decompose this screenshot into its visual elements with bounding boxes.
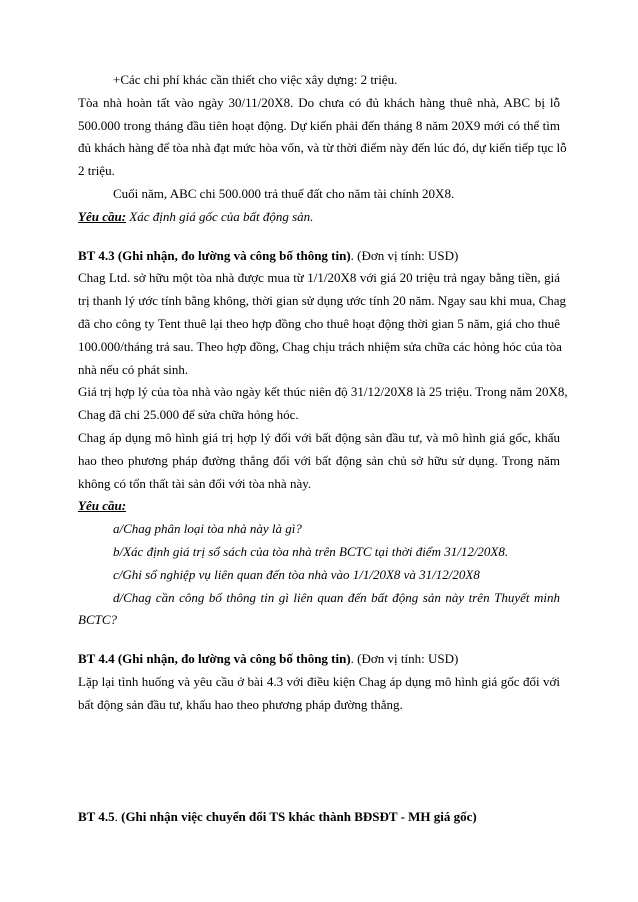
paragraph-line: 500.000 trong tháng đầu tiên hoạt động. Dự kiến phải đến tháng 8 năm 20X9 mới có thể tìm [78,117,560,133]
paragraph-line: Lặp lại tình huống và yêu cầu ở bài 4.3 với điều kiện Chag áp dụng mô hình giá gốc đối với [78,673,560,689]
exercise-heading-bt45 [78,806,560,829]
paragraph-line: Chag áp dụng mô hình giá trị hợp lý đối với bất động sản đầu tư, và mô hình giá gốc, khấu [78,429,560,445]
question-d: d/Chag cần công bố thông tin gì liên quan đến bất động sản này trên Thuyết minh [113,589,560,605]
paragraph-line: hao theo phương pháp đường thẳng đối với bất động sản chủ sở hữu sử dụng. Trong năm [78,452,560,468]
heading-separator: . [114,808,122,824]
paragraph-line: Chag Ltd. sở hữu một tòa nhà được mua từ 1/1/20X8 với giá 20 triệu trả ngay bằng tiền, giá [78,270,560,286]
question-b: b/Xác định giá trị sổ sách của tòa nhà trên BCTC tại thời điểm 31/12/20X8. [113,543,509,559]
paragraph-line: nhà nếu có phát sinh. [78,361,189,377]
paragraph-line: đã cho công ty Tent thuê lại theo hợp đồng cho thuê hoạt động thời gian 5 năm, giá cho thuê [78,315,560,331]
paragraph-line: đủ khách hàng để tòa nhà đạt mức hòa vốn, và từ thời điểm này đến lúc đó, dự kiến tiếp tục lỗ [78,140,567,156]
exercise-heading-bt43 [78,245,560,268]
paragraph-line: Chag đã chi 25.000 để sửa chữa hỏng hóc. [78,407,299,423]
exercise-title: BT 4.4 (Ghi nhận, đo lường và công bố thông tin) [78,651,351,667]
paragraph-line: Giá trị hợp lý của tòa nhà vào ngày kết thúc niên độ 31/12/20X8 là 25 triệu. Trong năm 20X8, [78,384,568,400]
document-body [78,69,568,828]
question-a: a/Chag phân loại tòa nhà này là gì? [113,521,302,537]
unit-note: . (Đơn vị tính: USD) [350,247,459,263]
section-spacer [78,632,560,648]
question-d-continued: BCTC? [78,612,118,628]
year-end-line: Cuối năm, ABC chi 500.000 trả thuế đất cho năm tài chính 20X8. [113,185,455,201]
requirement-label: Yêu cầu: [78,498,127,514]
requirement-text: Xác định giá gốc của bất động sản. [129,208,314,224]
exercise-number: BT 4.5 [78,808,115,824]
section-spacer [78,229,560,245]
paragraph-line: trị thanh lý ước tính bằng không, thời gian sử dụng ước tính 20 năm. Ngay sau khi mua, Chag [78,293,567,309]
exercise-heading-bt44 [78,648,560,671]
requirement-label: Yêu cầu: [78,208,127,224]
paragraph-line: bất động sản đầu tư, khấu hao theo phương pháp đường thẳng. [78,696,403,712]
paragraph-line: Tòa nhà hoàn tất vào ngày 30/11/20X8. Do chưa có đủ khách hàng thuê nhà, ABC bị lỗ [78,94,560,110]
paragraph-line: 2 triệu. [78,163,115,179]
exercise-title: BT 4.3 (Ghi nhận, đo lường và công bố thông tin) [78,247,351,263]
paragraph-line: 100.000/tháng trả sau. Theo hợp đồng, Chag chịu trách nhiệm sửa chữa các hỏng hóc của tòa [78,338,562,354]
paragraph-line: không có tổn thất tài sản đối với tòa nhà này. [78,475,312,491]
section-spacer [78,717,560,806]
requirement-line [78,495,560,518]
exercise-title: (Ghi nhận việc chuyển đổi TS khác thành BĐSĐT - MH giá gốc) [121,808,477,824]
requirement-line [78,206,560,229]
unit-note: . (Đơn vị tính: USD) [350,651,459,667]
question-c: c/Ghi sổ nghiệp vụ liên quan đến tòa nhà vào 1/1/20X8 và 31/12/20X8 [113,566,480,582]
cost-item-line: +Các chi phí khác cần thiết cho việc xây dựng: 2 triệu. [113,72,398,87]
